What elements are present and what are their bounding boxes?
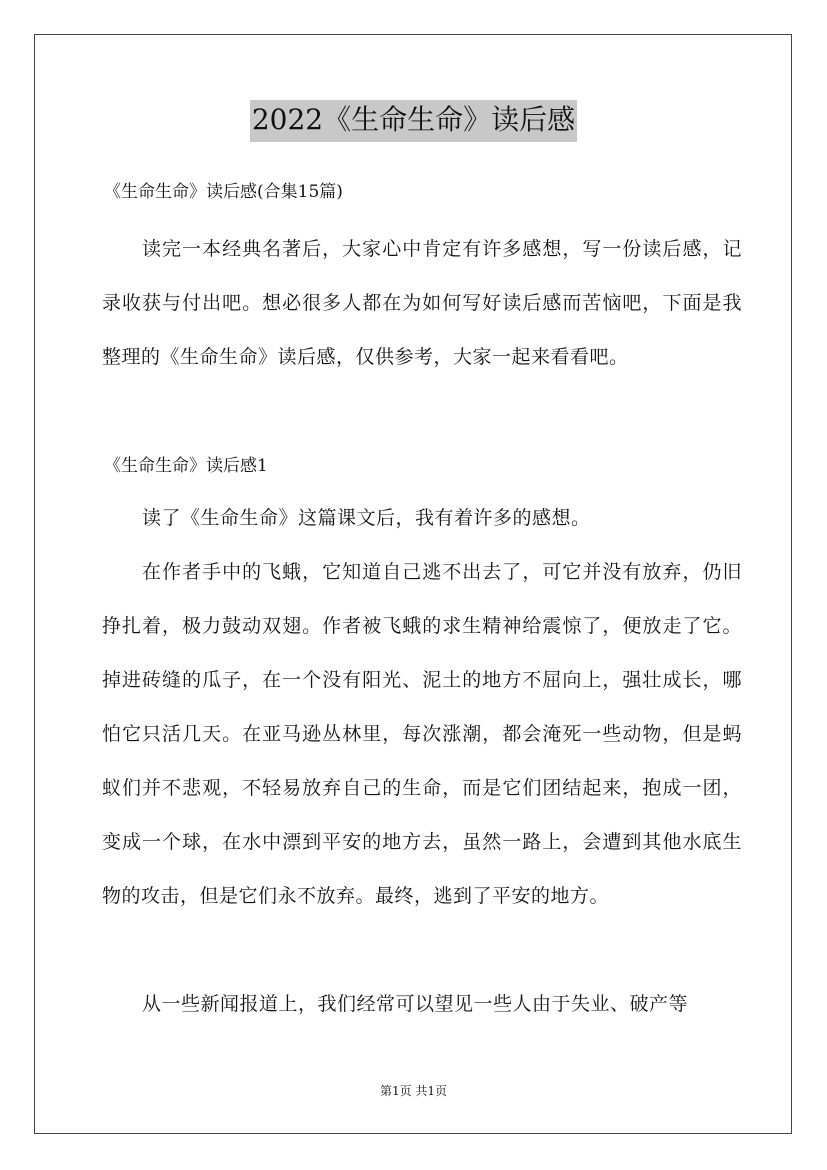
- section-heading: 《生命生命》读后感1: [104, 456, 268, 476]
- intro-paragraph: 读完一本经典名著后，大家心中肯定有许多感想，写一份读后感，记录收获与付出吧。想必很多人都在为如何写好读后感而苦恼吧，下面是我整理的《生命生命》读后感，仅供参考，大家一起来看看吧。: [102, 238, 742, 368]
- body-paragraph-1: 读了《生命生命》这篇课文后，我有着许多的感想。: [142, 507, 591, 529]
- page-footer: 第1页 共1页: [379, 1084, 448, 1098]
- body-paragraph-2: 在作者手中的飞蛾，它知道自己逃不出去了，可它并没有放弃，仍旧挣扎着，极力鼓动双翅。作者被飞蛾的求生精神给震惊了，便放走了它。掉进砖缝的瓜子，在一个没有阳光、泥土的地方不屈向上，强壮成长，哪怕它只活几天。在亚马逊丛林里，每次涨潮，都会淹死一些动物，但是蚂蚁们并不悲观，不轻易放弃自己的生命，而是它们团结起来，抱成一团，变成一个球，在水中漂到平安的地方去，虽然一路上，会遭到其他水底生物的攻击，但是它们永不放弃。最终，逃到了平安的地方。: [102, 561, 742, 907]
- document-title: 2022《生命生命》读后感: [250, 100, 577, 142]
- title-container: [0, 100, 827, 142]
- document-subtitle: 《生命生命》读后感(合集15篇): [104, 182, 343, 202]
- body-paragraph-3: 从一些新闻报道上，我们经常可以望见一些人由于失业、破产等: [142, 993, 689, 1015]
